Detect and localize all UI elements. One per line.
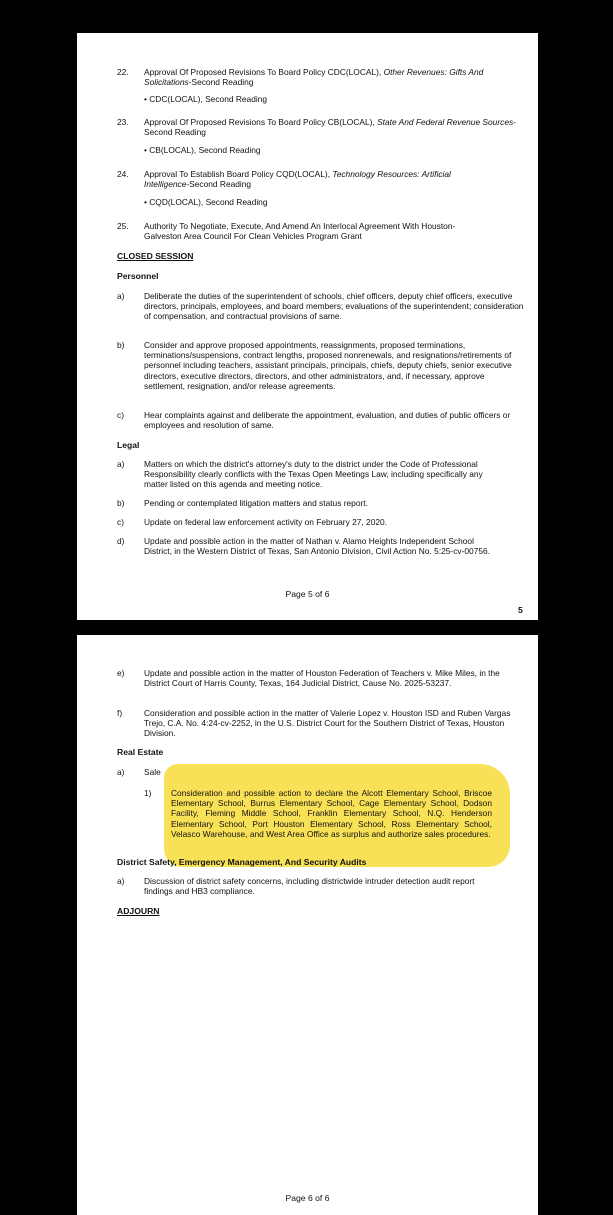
page-footer: Page 5 of 6 [285,589,330,599]
item-number: 25. [117,221,129,231]
document-page-6 [77,635,538,1215]
agenda-item-23: Approval Of Proposed Revisions To Board Policy CB(LOCAL), State And Federal Revenue Sources-Second Reading [144,117,516,138]
real-estate-heading: Real Estate [117,747,164,757]
item-number: 1) [144,788,152,798]
personnel-heading: Personnel [117,271,159,281]
item-letter: a) [117,876,125,886]
page-number: 5 [518,605,523,615]
item-letter: c) [117,517,124,527]
agenda-item-25: Authority To Negotiate, Execute, And Amend An Interlocal Agreement With Houston-Galveston Area Council For Clean Vehicles Program Grant [144,221,456,242]
item-letter: c) [117,410,124,420]
item-bullet: • CQD(LOCAL), Second Reading [144,197,268,207]
item-number: 23. [117,117,129,127]
legal-item-c: Update on federal law enforcement activity on February 27, 2020. [144,517,388,527]
legal-item-f: Consideration and possible action in the matter of Valerie Lopez v. Houston ISD and Ruben Vargas Trejo, C.A. No. 4:24-cv-2252, in the U.S. District Court for the Southern District of Texas, Houston Division. [144,708,511,739]
document-page-5 [77,33,538,620]
item-letter: a) [117,767,125,777]
sale-item-text: Consideration and possible action to declare the Alcott Elementary School, Briscoe Elementary School, Burrus Elementary School, Cage Elementary School, Dodson Facility, Fleming Middle School, Franklin Elementary School, N.Q. Henderson Elementary School, Port Houston Elementary School, Ross Elementary School, Velasco Warehouse, and West Area Office as surplus and authorize sales procedures. [171,788,492,839]
agenda-item-24: Approval To Establish Board Policy CQD(LOCAL), Technology Resources: Artificial Intelligence-Second Reading [144,169,451,190]
personnel-item-a: Deliberate the duties of the superintendent of schools, chief officers, deputy chief officers, executive directors, principals, employees, and board members; evaluations of the superintendent; consideration of compensation, and contractual provisions of same. [144,291,524,322]
legal-item-b: Pending or contemplated litigation matters and status report. [144,498,368,508]
safety-heading: District Safety, Emergency Management, And Security Audits [117,857,367,867]
legal-item-d: Update and possible action in the matter of Nathan v. Alamo Heights Independent School District, in the Western District of Texas, San Antonio Division, Civil Action No. 5:25-cv-00756. [144,536,491,557]
page-footer: Page 6 of 6 [285,1193,330,1203]
agenda-item-22: Approval Of Proposed Revisions To Board Policy CDC(LOCAL), Other Revenues: Gifts And Solicitations-Second Reading [144,67,484,88]
item-letter: b) [117,340,125,350]
item-bullet: • CB(LOCAL), Second Reading [144,145,261,155]
personnel-item-c: Hear complaints against and deliberate the appointment, evaluation, and duties of public officers or employees and resolution of same. [144,410,511,431]
item-letter: a) [117,291,125,301]
adjourn-heading: ADJOURN [117,906,160,916]
item-letter: a) [117,459,125,469]
item-letter: b) [117,498,125,508]
item-letter: e) [117,668,125,678]
item-number: 22. [117,67,129,77]
legal-item-e: Update and possible action in the matter of Houston Federation of Teachers v. Mike Miles, in the District Court of Harris County, Texas, 164 Judicial District, Cause No. 2025-53237. [144,668,500,689]
item-letter: d) [117,536,125,546]
personnel-item-b: Consider and approve proposed appointments, reassignments, proposed terminations, terminations/suspensions, contract lengths, proposed nonrenewals, and resignations/retirements of personnel including teachers, assistant principals, principals, chiefs, deputy chiefs, senior executive directors, executive directors, directors, and other administrators, and, if necessary, approve settlement, resignation, and/or release agreements. [144,340,512,391]
sale-label: Sale [144,767,161,777]
legal-item-a: Matters on which the district's attorney's duty to the district under the Code of Professional Responsibility clearly conflicts with the Texas Open Meetings Law, including specifically any matter listed on this agenda and meeting notice. [144,459,483,490]
item-number: 24. [117,169,129,179]
item-bullet: • CDC(LOCAL), Second Reading [144,94,268,104]
safety-item-a: Discussion of district safety concerns, including districtwide intruder detection audit report findings and HB3 compliance. [144,876,475,897]
item-letter: f) [117,708,123,718]
legal-heading: Legal [117,440,140,450]
closed-session-heading: CLOSED SESSION [117,251,194,261]
